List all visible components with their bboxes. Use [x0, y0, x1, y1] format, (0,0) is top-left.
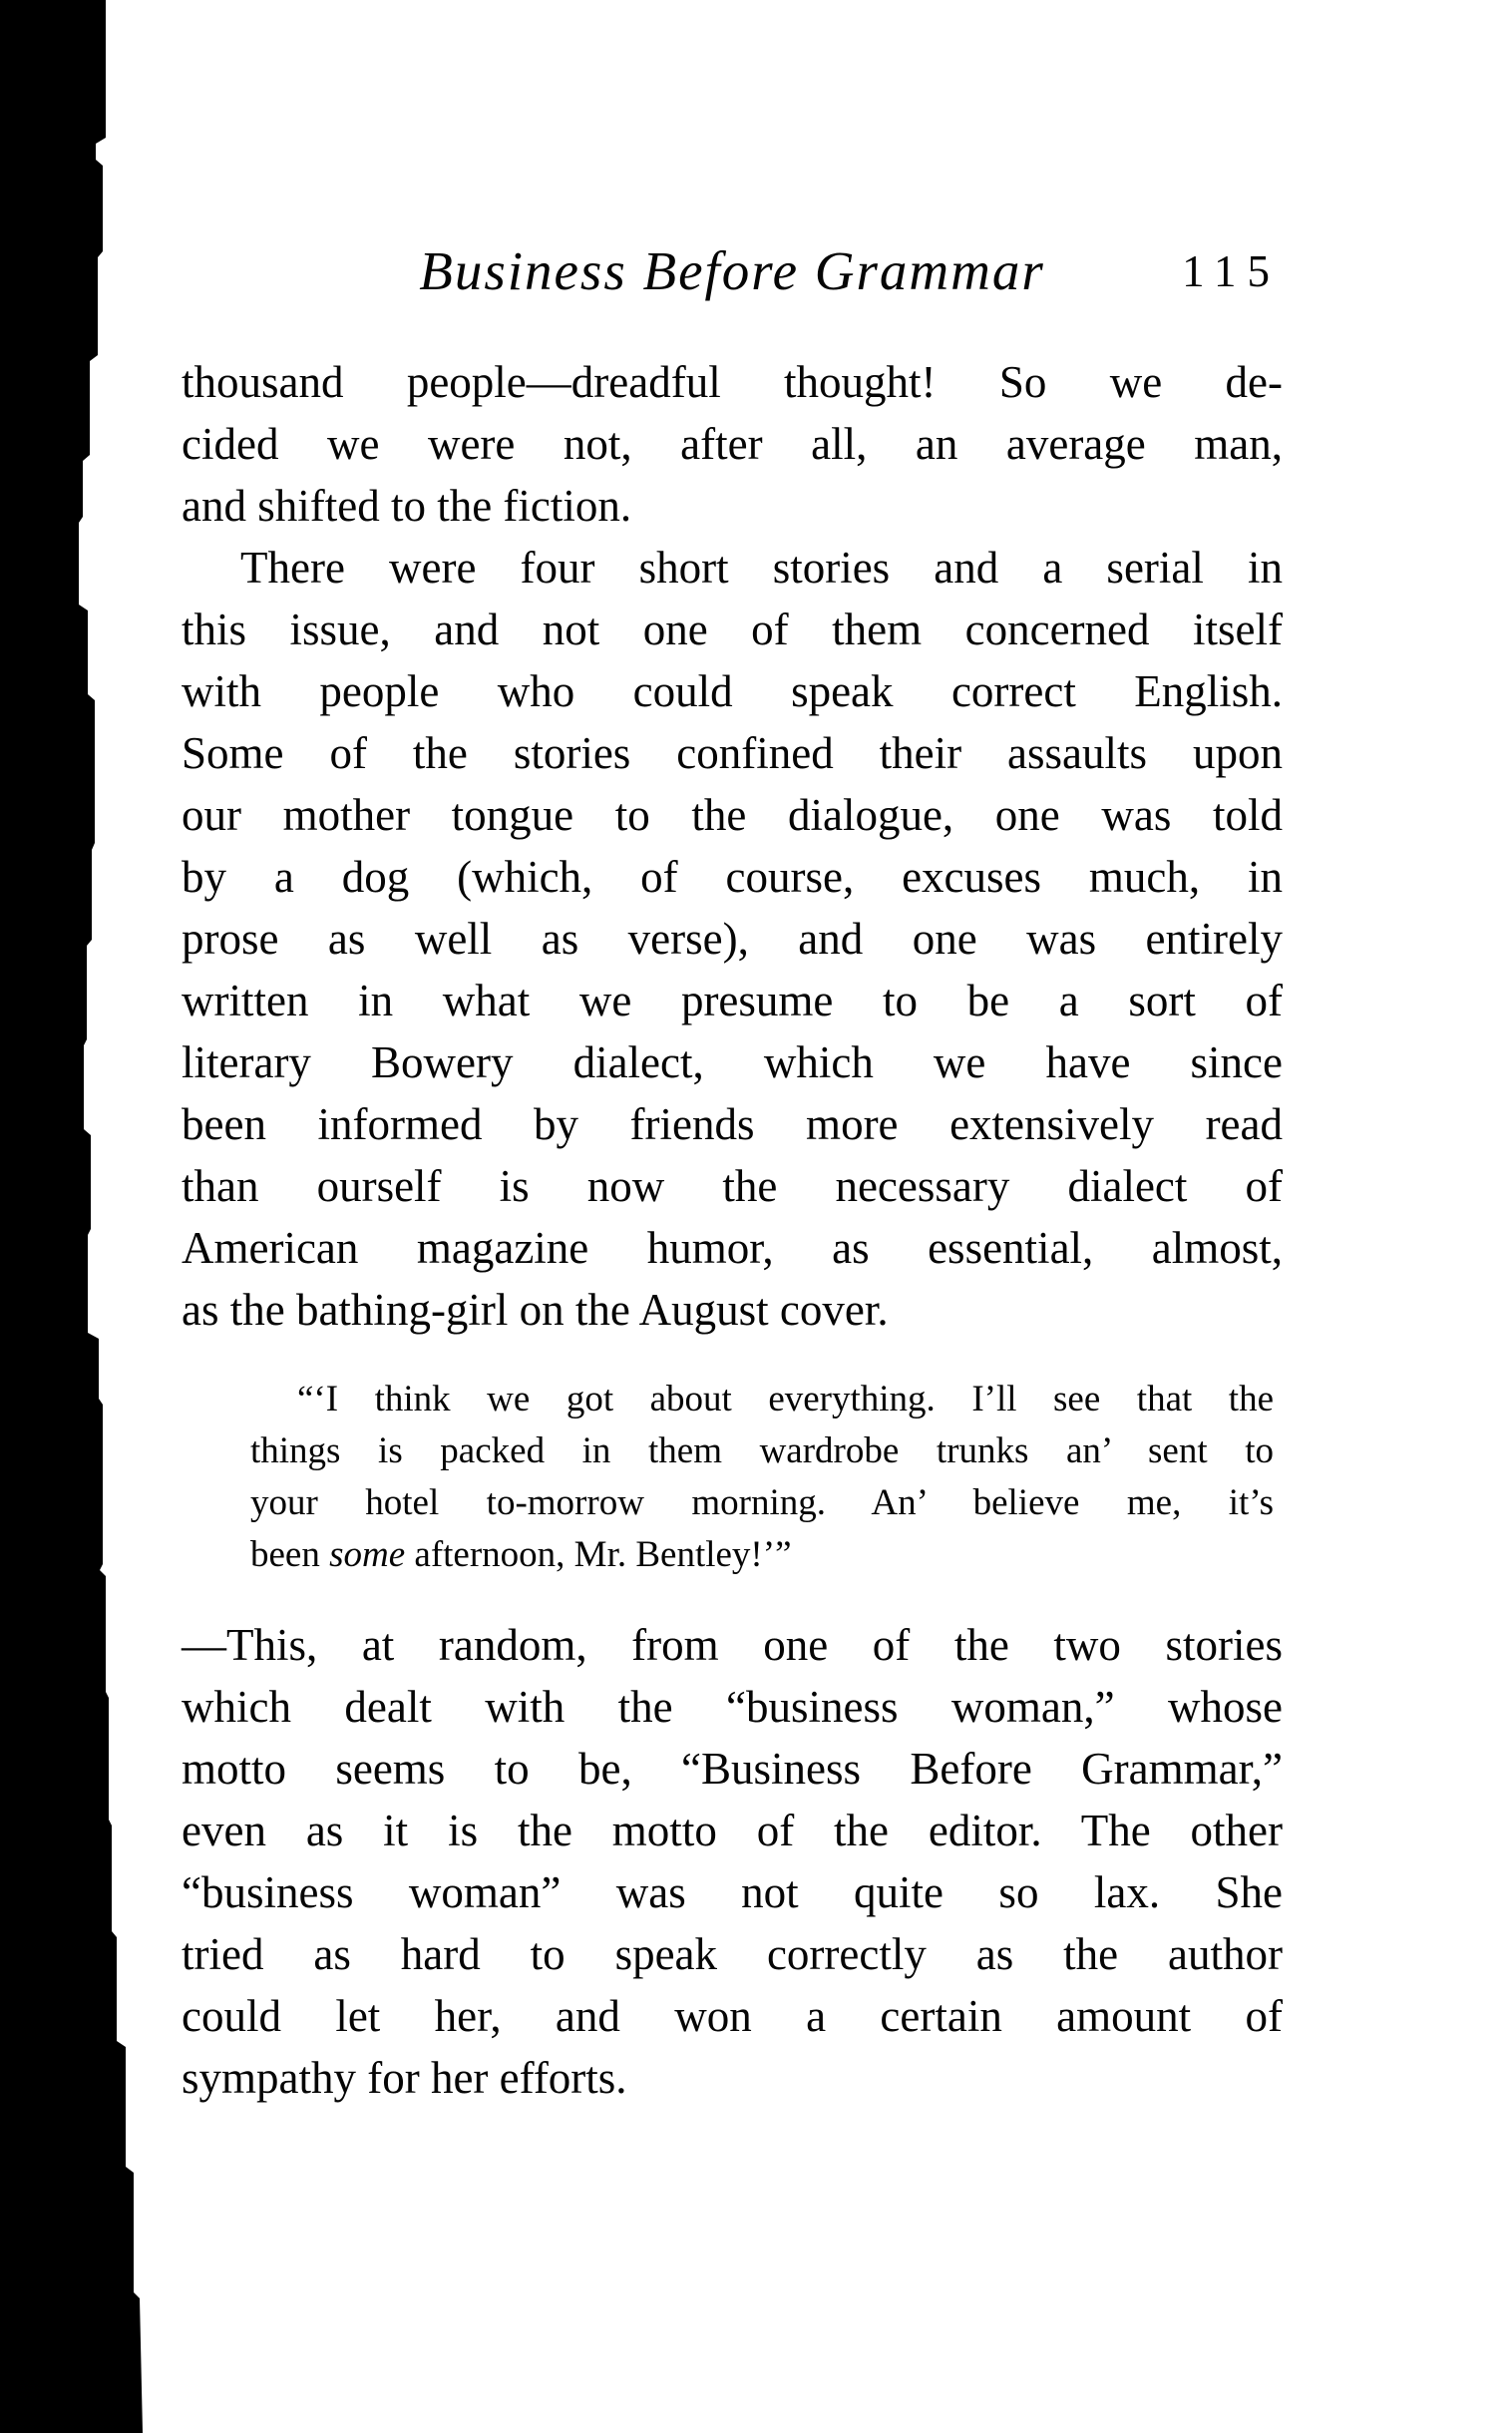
running-header [182, 233, 1283, 309]
text-line: by a dog (which, of course, excuses much, in [182, 852, 1283, 902]
text-line [250, 1529, 1274, 1581]
text-line: prose as well as verse), and one was entirely [182, 914, 1283, 964]
text-line: “‘I think we got about everything. I’ll see that the [297, 1379, 1274, 1419]
text-line: Some of the stories confined their assaults upon [182, 728, 1283, 778]
text-line: which dealt with the “business woman,” whose [182, 1682, 1283, 1732]
text-line: There were four short stories and a serial in [240, 543, 1283, 593]
text-line: “business woman” was not quite so lax. She [182, 1867, 1283, 1917]
text-line: and shifted to the fiction. [182, 481, 632, 531]
text-line: been informed by friends more extensively read [182, 1099, 1283, 1149]
paragraph [182, 351, 1283, 537]
text-line: sympathy for her efforts. [182, 2053, 627, 2103]
text-line: —This, at random, from one of the two stories [182, 1620, 1283, 1670]
text-column [182, 351, 1283, 2109]
text-line: than ourself is now the necessary dialect of [182, 1161, 1283, 1211]
text-line: our mother tongue to the dialogue, one was told [182, 790, 1283, 840]
text-line: thousand people—dreadful thought! So we de- [182, 357, 1283, 407]
text-line: as the bathing-girl on the August cover. [182, 1285, 889, 1335]
text-line: could let her, and won a certain amount of [182, 1991, 1283, 2041]
text-line: cided we were not, after all, an average man, [182, 419, 1283, 469]
text-line: tried as hard to speak correctly as the author [182, 1929, 1283, 1979]
page-title: Business Before Grammar [419, 240, 1045, 301]
block-quote [250, 1374, 1274, 1581]
text-line: written in what we presume to be a sort of [182, 976, 1283, 1025]
text-line: American magazine humor, as essential, almost, [182, 1223, 1283, 1273]
text-line: literary Bowery dialect, which we have since [182, 1037, 1283, 1087]
paragraph [182, 537, 1283, 1341]
text-segment: been [250, 1534, 330, 1575]
text-line: even as it is the motto of the editor. The other [182, 1806, 1283, 1855]
text-line: motto seems to be, “Business Before Grammar,” [182, 1744, 1283, 1794]
paragraph [182, 1614, 1283, 2109]
text-line: your hotel to-morrow morning. An’ believe me, it’s [250, 1482, 1274, 1523]
page-number: 115 [1182, 246, 1281, 296]
scan-black-border [0, 0, 160, 2433]
text-segment: afternoon, Mr. Bentley!’” [405, 1534, 792, 1575]
italic-text: some [329, 1534, 406, 1575]
text-line: with people who could speak correct English. [182, 666, 1283, 716]
text-line: this issue, and not one of them concerned itself [182, 605, 1283, 654]
text-line: things is packed in them wardrobe trunks an’ sent to [250, 1430, 1274, 1471]
